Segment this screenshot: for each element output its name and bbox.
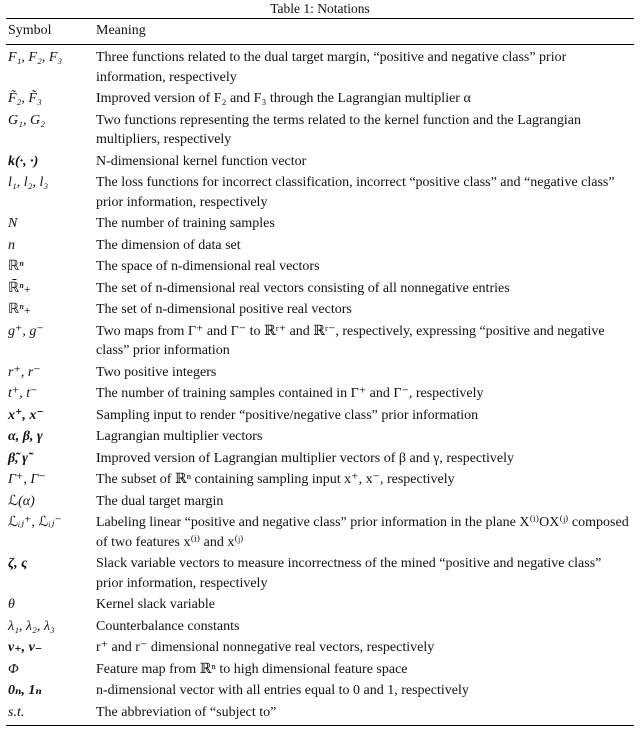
symbol-cell: s.t. — [8, 704, 25, 720]
table-row — [6, 553, 634, 594]
meaning-cell: The space of n-dimensional real vectors — [96, 259, 320, 274]
meaning-cell: The number of training samples contained in Γ⁺ and Γ⁻, respectively — [96, 386, 484, 401]
meaning-cell: Feature map from ℝⁿ to high dimensional feature space — [96, 661, 408, 677]
symbol-cell: l₁, l₂, l₃ — [8, 175, 49, 190]
meaning-cell: Labeling linear “positive and negative class” prior information in the plane X⁽ⁱ⁾OX⁽ʲ⁾ composed of two features x⁽ⁱ⁾ and x⁽ʲ⁾ — [96, 515, 629, 550]
table-row — [6, 405, 634, 427]
symbol-cell: λ₁, λ₂, λ₃ — [8, 618, 55, 634]
symbol-cell: t⁺, t⁻ — [8, 386, 38, 401]
meaning-cell: The dimension of data set — [96, 237, 241, 253]
symbol-cell: k(·, ·) — [8, 153, 39, 169]
symbol-cell: ℒ(α) — [8, 493, 35, 509]
symbol-cell: n — [8, 237, 15, 253]
meaning-cell: Two maps from Γ⁺ and Γ⁻ to ℝʳ⁺ and ℝʳ⁻, respectively, expressing “positive and negative class” prior information — [96, 323, 605, 358]
table-row — [6, 637, 634, 659]
symbol-cell: β̃, γ̃ — [8, 450, 28, 466]
symbol-cell: G₁, G₂ — [8, 112, 45, 128]
meaning-cell: Slack variable vectors to measure incorrectness of the mined “positive and negative class” prior information, respectively — [96, 556, 602, 591]
symbol-cell: F₁, F₂, F₃ — [8, 50, 63, 65]
table-row — [6, 88, 634, 110]
meaning-cell: Counterbalance constants — [96, 618, 240, 634]
table-row — [6, 299, 634, 321]
symbol-cell: ℝ̄ⁿ₊ — [8, 280, 31, 296]
symbol-cell: N — [8, 216, 18, 231]
table-row — [6, 172, 634, 213]
table-row — [6, 512, 634, 553]
meaning-cell: The set of n-dimensional real vectors consisting of all nonnegative entries — [96, 280, 510, 296]
table-row — [6, 659, 634, 681]
table-header-row — [6, 19, 634, 44]
table-row — [6, 47, 634, 88]
table-row — [6, 151, 634, 173]
symbol-cell: F̃₂, F̃₃ — [8, 91, 42, 106]
symbol-cell: r⁺, r⁻ — [8, 364, 41, 380]
symbol-cell: Φ — [8, 661, 19, 677]
symbol-cell: Γ⁺, Γ⁻ — [8, 472, 46, 487]
meaning-cell: Kernel slack variable — [96, 597, 215, 612]
table-row — [6, 110, 634, 151]
table-body — [6, 45, 634, 725]
column-header-symbol: Symbol — [8, 23, 52, 38]
meaning-cell: The dual target margin — [96, 493, 224, 509]
table-row — [6, 383, 634, 405]
meaning-cell: The set of n-dimensional positive real vectors — [96, 302, 352, 317]
symbol-cell: 0ₙ, 1ₙ — [8, 683, 42, 698]
column-header-meaning: Meaning — [96, 23, 146, 38]
symbol-cell: ℒᵢⱼ⁺, ℒᵢⱼ⁻ — [8, 515, 62, 530]
table-row — [6, 448, 634, 470]
symbol-cell: ℝⁿ₊ — [8, 302, 31, 317]
table-bottom-rule — [6, 725, 634, 726]
table-row — [6, 362, 634, 384]
symbol-cell: v₊, v₋ — [8, 640, 43, 655]
meaning-cell: N-dimensional kernel function vector — [96, 153, 307, 169]
table-row — [6, 321, 634, 362]
symbol-cell: ℝⁿ — [8, 259, 24, 274]
symbol-cell: α, β, γ — [8, 429, 43, 444]
symbol-cell: g⁺, g⁻ — [8, 323, 44, 339]
meaning-cell: Two functions representing the terms related to the kernel function and the Lagrangian multipliers, respectively — [96, 112, 581, 147]
table-row — [6, 594, 634, 616]
table-row — [6, 213, 634, 235]
symbol-cell: θ — [8, 597, 15, 612]
meaning-cell: Sampling input to render “positive/negative class” prior information — [96, 407, 479, 423]
table-row — [6, 680, 634, 702]
meaning-cell: Improved version of Lagrangian multiplier vectors of β and γ, respectively — [96, 450, 515, 466]
table-row — [6, 616, 634, 638]
table-row — [6, 426, 634, 448]
table-row — [6, 235, 634, 257]
meaning-cell: Two positive integers — [96, 364, 217, 380]
meaning-cell: The subset of ℝⁿ containing sampling input x⁺, x⁻, respectively — [96, 472, 455, 487]
table-row — [6, 278, 634, 300]
table-row — [6, 469, 634, 491]
meaning-cell: Lagrangian multiplier vectors — [96, 429, 263, 444]
table-row — [6, 702, 634, 724]
symbol-cell: x⁺, x⁻ — [8, 407, 44, 423]
table-row — [6, 256, 634, 278]
table-row — [6, 491, 634, 513]
symbol-cell: ζ, ς — [8, 556, 28, 571]
meaning-cell: The number of training samples — [96, 216, 275, 231]
meaning-cell: Improved version of F₂ and F₃ through the Lagrangian multiplier α — [96, 91, 471, 106]
meaning-cell: Three functions related to the dual target margin, “positive and negative class” prior information, respectively — [96, 50, 567, 85]
meaning-cell: The abbreviation of “subject to” — [96, 704, 277, 720]
meaning-cell: The loss functions for incorrect classification, incorrect “positive class” and “negative class” prior information, respectively — [96, 175, 615, 210]
table-caption: Table 1: Notations — [270, 1, 370, 16]
meaning-cell: n-dimensional vector with all entries equal to 0 and 1, respectively — [96, 683, 469, 698]
meaning-cell: r⁺ and r⁻ dimensional nonnegative real vectors, respectively — [96, 640, 435, 655]
